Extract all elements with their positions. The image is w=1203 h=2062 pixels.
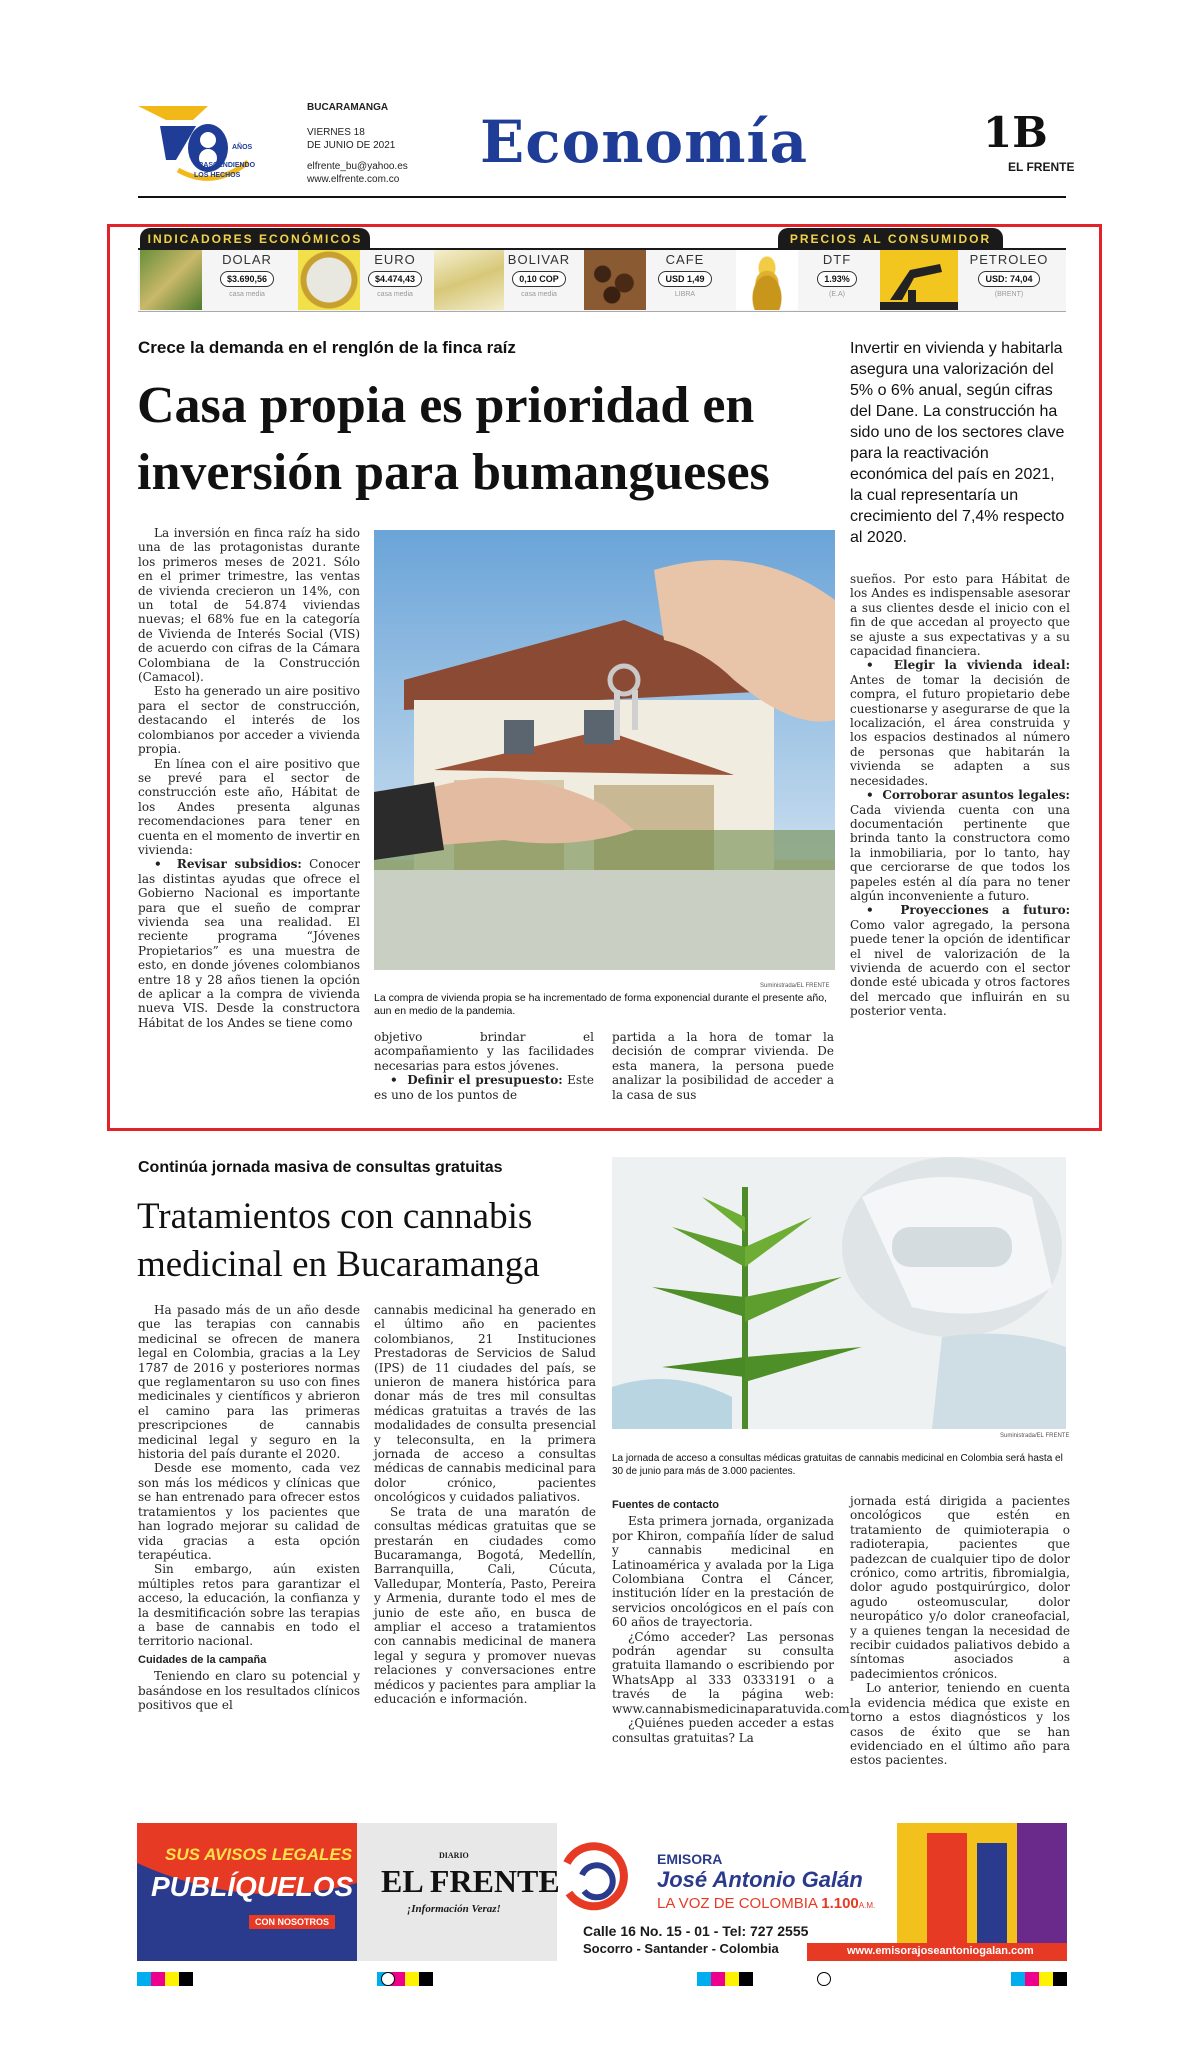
- indicator-petroleo: PETROLEO USD: 74,04 (BRENT): [969, 252, 1049, 298]
- header-email[interactable]: elfrente_bu@yahoo.es: [307, 161, 408, 172]
- header-rule: [138, 196, 1066, 198]
- header-date-2: DE JUNIO DE 2021: [307, 140, 396, 151]
- logo-anos: AÑOS: [232, 144, 253, 151]
- article1-headline: Casa propia es prioridad en inversión para bumangueses: [137, 377, 770, 501]
- tab-precios: PRECIOS AL CONSUMIDOR: [778, 228, 1003, 252]
- article2-caption: La jornada de acceso a consultas médicas gratuitas de cannabis medicinal en Colombia será hasta el 30 de junio para más de 3.000 pacientes.: [612, 1453, 1063, 1477]
- ad-diario: DIARIO: [439, 1851, 469, 1860]
- article1-col1: La inversión en finca raíz ha sido una de las protagonistas durante los primeros meses de 2021. Sólo en el primer trimestre, las ventas de vivienda crecieron un 14%, con un total de 54.874 viviendas nuevas; el 68% fue en la categoría de Vivienda de Interés Social (VIS) de acuerdo con cifras de la Cámara Colombiana de la Construcción (Camacol). Esto ha generado un aire positivo para el sector de construcción, destacando el interés de los colombianos por acceder a vivienda propia. En línea con el aire positivo que se prevé para el sector de construcción este año, Hábitat de los Andes presenta algunas recomendaciones para tener en cuenta en el momento de invertir en vivienda: • Revisar subsidios: Conocer las distintas ayudas que ofrece el Gobierno Nacional es importante para que el sueño de comprar vivienda sea una realidad. El reciente programa “Jóvenes Propietarios” es una muestra de esto, en donde jóvenes colombianos entre 18 y 28 años tienen la opción de aplicar a la compra de vivienda nueva VIS. Desde la constructora Hábitat de los Andes se tiene como: [138, 526, 360, 1030]
- newspaper-logo: [138, 100, 288, 188]
- house-keys-illustration: [374, 530, 835, 970]
- ad-informacion: ¡Información Veraz!: [407, 1903, 501, 1915]
- article2-photo: [612, 1157, 1066, 1429]
- logo-slogan-2: LOS HECHOS: [194, 172, 241, 179]
- section-title: Economía: [480, 108, 809, 176]
- ad-location: Socorro - Santander - Colombia: [583, 1941, 779, 1956]
- page-number: 1B: [983, 108, 1048, 157]
- indicator-cafe: CAFE USD 1,49 LIBRA: [650, 250, 720, 310]
- registration-mark-icon: [381, 1972, 395, 1986]
- article2-col2: cannabis medicinal ha generado en el último año en pacientes colombianos, 21 Instituciones Prestadoras de Servicios de Salud (IPS) de 11 ciudades del país, se unieron de manera histórica para donar más de tres mil consultas médicas gratuitas a través de las modalidades de consulta presencial y teleconsulta, en la primera jornada de acceso a consultas médicas de cannabis medicinal para dolor crónico, pacientes oncológicos y cuidados paliativos. Se trata de una maratón de consultas médicas gratuitas que se prestarán en ciudades como Bucaramanga, Bogotá, Medellín, Barranquilla, Cali, Cúcuta, Valledupar, Montería, Pasto, Pereira y Armenia, durante todo el mes de junio de este año, en busca de ampliar el acceso a tratamientos con cannabis medicinal de manera legal y segura y promover nuevas relaciones y conversaciones entre médicos y pacientes para ampliar la educación e información.: [374, 1303, 596, 1706]
- article2-photo-credit: Suministrada/EL FRENTE: [1000, 1433, 1070, 1439]
- article2-col3: Fuentes de contacto Esta primera jornada, organizada por Khiron, compañía líder de salud y cannabis medicinal en Latinoamérica y avalada por la Liga Colombiana Contra el Cáncer, institución líder en la prestación de servicios oncológicos en el país con 60 años de trayectoria. ¿Cómo acceder? Las personas podrán agendar su consulta gratuita llamando o escribiendo por WhatsApp al 333 0333191 o a través de la página web: www.cannabismedicinaparatuvida.com ¿Quiénes pueden acceder a estas consultas gratuitas? La: [612, 1499, 850, 1745]
- indicator-bolivar: BOLIVAR 0,10 COP casa media: [507, 252, 571, 298]
- ad-emisora-name: José Antonio Galán: [657, 1867, 863, 1892]
- article1-col4: sueños. Por esto para Hábitat de los Andes es indispensable asesorar a sus clientes desde el inicio con el fin de que accedan al proyecto que se ajuste a sus expectativas y a su capacidad financiera. • Elegir la vivienda ideal: Antes de tomar la decisión de compra, el futuro propietario debe cuestionarse y asegurarse de que la localización, el área construida y los espacios destinados al número de personas que habitarán la vivienda se adapten a sus necesidades. • Corroborar asuntos legales: Cada vivienda cuenta con una documentación pertinente que brinda tanto la constructora como la inmobiliaria, por lo tanto, hay que cerciorarse de que todos los papeles estén al día para no tener algún inconveniente a futuro. • Proyecciones a futuro: Como valor agregado, la persona puede tener la opción de identificar el nivel de valorización de la vivienda de acuerdo con el sector donde esté ubicada y otros factores del mercado que influirán en su posterior venta.: [850, 572, 1071, 1019]
- article1-photo: [374, 530, 835, 970]
- ad-web[interactable]: www.emisorajoseantoniogalan.com: [847, 1945, 1034, 1957]
- article1-col2: objetivo brindar el acompañamiento y las facilidades necesarias para estos jóvenes. • Definir el presupuesto: Este es uno de los puntos de: [374, 1030, 595, 1102]
- header-city: BUCARAMANGA: [307, 102, 389, 113]
- indicator-dolar: DOLAR $3.690,56 casa media: [212, 250, 282, 310]
- indicator-euro: EURO $4.474,43 casa media: [360, 250, 430, 310]
- article2-headline: Tratamientos con cannabis medicinal en Bucaramanga: [137, 1196, 540, 1285]
- cannabis-plant-illustration: [612, 1157, 1066, 1429]
- ad-con-nosotros: CON NOSOTROS: [249, 1915, 335, 1929]
- ad-emisora: EMISORA: [657, 1851, 723, 1867]
- print-registration-bar: [137, 1972, 1067, 1986]
- ad-publiquelos: PUBLÍQUELOS: [151, 1871, 354, 1902]
- ad-voz: LA VOZ DE COLOMBIA 1.100A.M.: [657, 1895, 876, 1912]
- article1-photo-credit: Suministrada/EL FRENTE: [760, 983, 830, 989]
- article2-kicker: Continúa jornada masiva de consultas gratuitas: [138, 1159, 503, 1176]
- header-date-1: VIERNES 18: [307, 127, 365, 138]
- article2-col4: jornada está dirigida a pacientes oncológicos que estén en tratamiento de quimioterapia o radioterapia, pacientes que padezcan de cualquier tipo de dolor crónico, como artritis, fibromialgia, dolor agudo postquirúrgico, dolor agudo osteomuscular, dolor neuropático y/o dolor craneofacial, y a quienes tengan la necesidad de recibir cuidados paliativos debido a síntomas asociados a padecimientos crónicos. Lo anterior, teniendo en cuenta la evidencia médica que existe en torno a estos diagnósticos y los casos de éxito que se han evidenciado en el último año para estos pacientes.: [850, 1494, 1070, 1768]
- tab-indicadores: INDICADORES ECONÓMICOS: [140, 228, 370, 252]
- indicator-dtf: DTF 1.93% (E.A): [802, 250, 872, 310]
- article2-col1: Ha pasado más de un año desde que las terapias con cannabis medicinal se ofrecen de manera legal en Colombia, gracias a la Ley 1787 de 2016 y posteriores normas que reglamentaron su uso con fines medicinales y científicos y abrieron el camino para las primeras prescripciones de cannabis medicinal legal y seguro en la historia del país durante el 2020. Desde ese momento, cada vez son más los médicos y clínicas que se han entrenado para ofrecer estos tratamientos y los pacientes que han logrado mejorar su calidad de vida gracias a esta opción terapéutica. Sin embargo, aún existen múltiples retos para garantizar el acceso, la educación, la confianza y la desmitificación sobre las terapias a base de cannabis en todo el territorio nacional. Cuidades de la campaña Teniendo en claro su potencial y basándose en los resultados clínicos positivos que el: [138, 1303, 360, 1712]
- article1-caption: La compra de vivienda propia se ha incrementado de forma exponencial durante el presente año, aun en medio de la pandemia.: [374, 992, 827, 1017]
- article1-col3: partida a la hora de tomar la decisión de comprar vivienda. De esta manera, la persona puede analizar la posibilidad de acceder a la casa de sus: [612, 1030, 834, 1102]
- advertisement-banner[interactable]: [137, 1823, 1067, 1961]
- paper-name-small: EL FRENTE: [1008, 160, 1075, 174]
- registration-mark-icon: [817, 1972, 831, 1986]
- ad-address: Calle 16 No. 15 - 01 - Tel: 727 2555: [583, 1923, 809, 1939]
- article1-kicker: Crece la demanda en el renglón de la finca raíz: [138, 338, 516, 357]
- header-web[interactable]: www.elfrente.com.co: [307, 174, 400, 185]
- ad-elfrente: EL FRENTE: [381, 1863, 560, 1899]
- logo-slogan-1: TRASCENDIENDO: [194, 162, 256, 169]
- ad-avisos: SUS AVISOS LEGALES: [165, 1845, 353, 1864]
- article1-lead: Invertir en vivienda y habitarla asegura una valorización del 5% o 6% anual, según cifras del Dane. La construcción ha sido uno de los sectores clave para la reactivación económica del país en 2021, la cual representaría un crecimiento del 7,4% respecto al 2020.: [850, 340, 1065, 546]
